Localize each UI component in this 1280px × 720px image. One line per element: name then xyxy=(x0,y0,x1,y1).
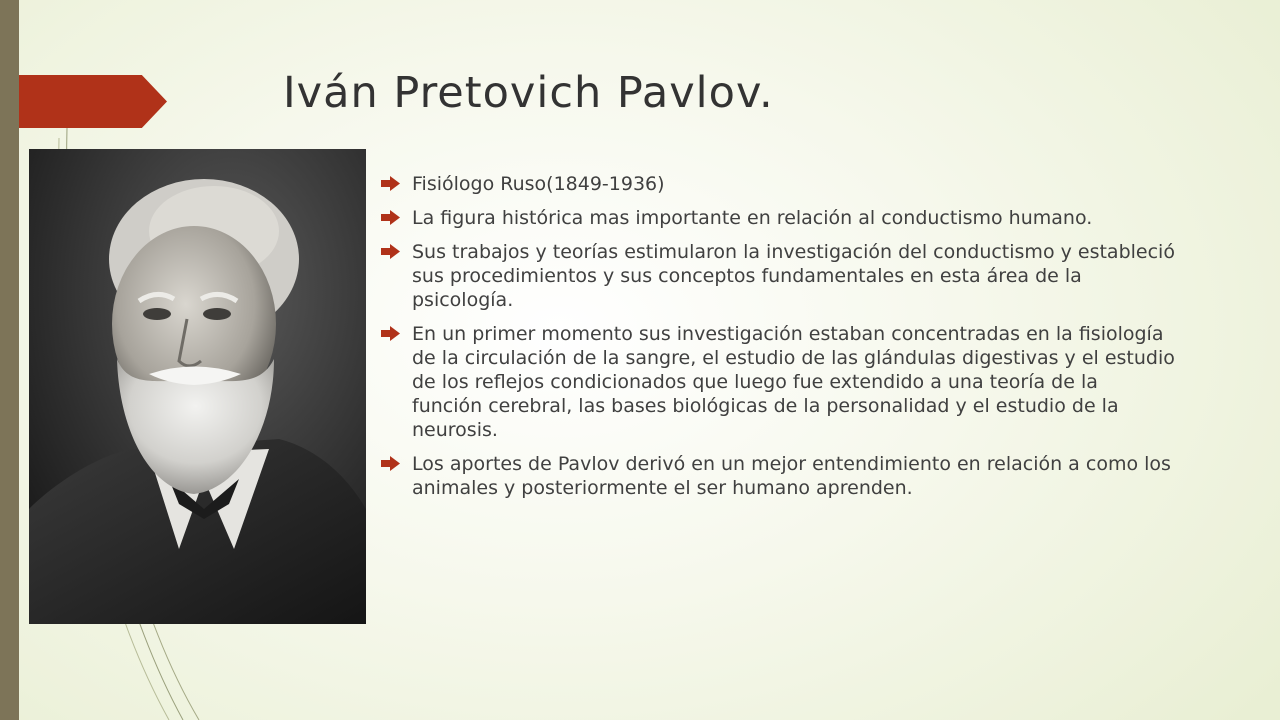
left-side-bar xyxy=(0,0,19,720)
bullet-text-line: Fisiólogo Ruso(1849-1936) xyxy=(412,173,665,195)
bullet-list xyxy=(381,172,1280,532)
bullet-arrow-icon xyxy=(381,326,400,341)
bullet-item xyxy=(381,452,1280,500)
bullet-text-line: En un primer momento sus investigación estaban concentradas en la fisiología xyxy=(412,323,1164,345)
bullet-arrow-icon xyxy=(381,456,400,471)
bullet-arrow-icon xyxy=(381,244,400,259)
bullet-arrow-icon xyxy=(381,210,400,225)
bullet-text-line: sus procedimientos y sus conceptos fundamentales en esta área de la xyxy=(412,265,1082,287)
bullet-item xyxy=(381,322,1280,442)
bullet-arrow-icon xyxy=(381,176,400,191)
portrait-photo xyxy=(29,149,366,624)
bullet-text-line: función cerebral, las bases biológicas de la personalidad y el estudio de la xyxy=(412,395,1119,417)
bullet-text-line: psicología. xyxy=(412,289,514,311)
bullet-text-line: de los reflejos condicionados que luego fue extendido a una teoría de la xyxy=(412,371,1098,393)
title-accent-arrow xyxy=(19,75,167,128)
bullet-text-line: Los aportes de Pavlov derivó en un mejor entendimiento en relación a como los xyxy=(412,453,1171,475)
bullet-text-line: animales y posteriormente el ser humano aprenden. xyxy=(412,477,913,499)
bullet-item xyxy=(381,206,1280,230)
slide-title: Iván Pretovich Pavlov. xyxy=(283,68,774,118)
bullet-text-line: neurosis. xyxy=(412,419,498,441)
bullet-item xyxy=(381,172,1280,196)
bullet-text-line: La figura histórica mas importante en relación al conductismo humano. xyxy=(412,207,1093,229)
bullet-item xyxy=(381,240,1280,312)
bullet-text-line: de la circulación de la sangre, el estudio de las glándulas digestivas y el estudio xyxy=(412,347,1175,369)
bullet-text-line: Sus trabajos y teorías estimularon la investigación del conductismo y estableció xyxy=(412,241,1175,263)
